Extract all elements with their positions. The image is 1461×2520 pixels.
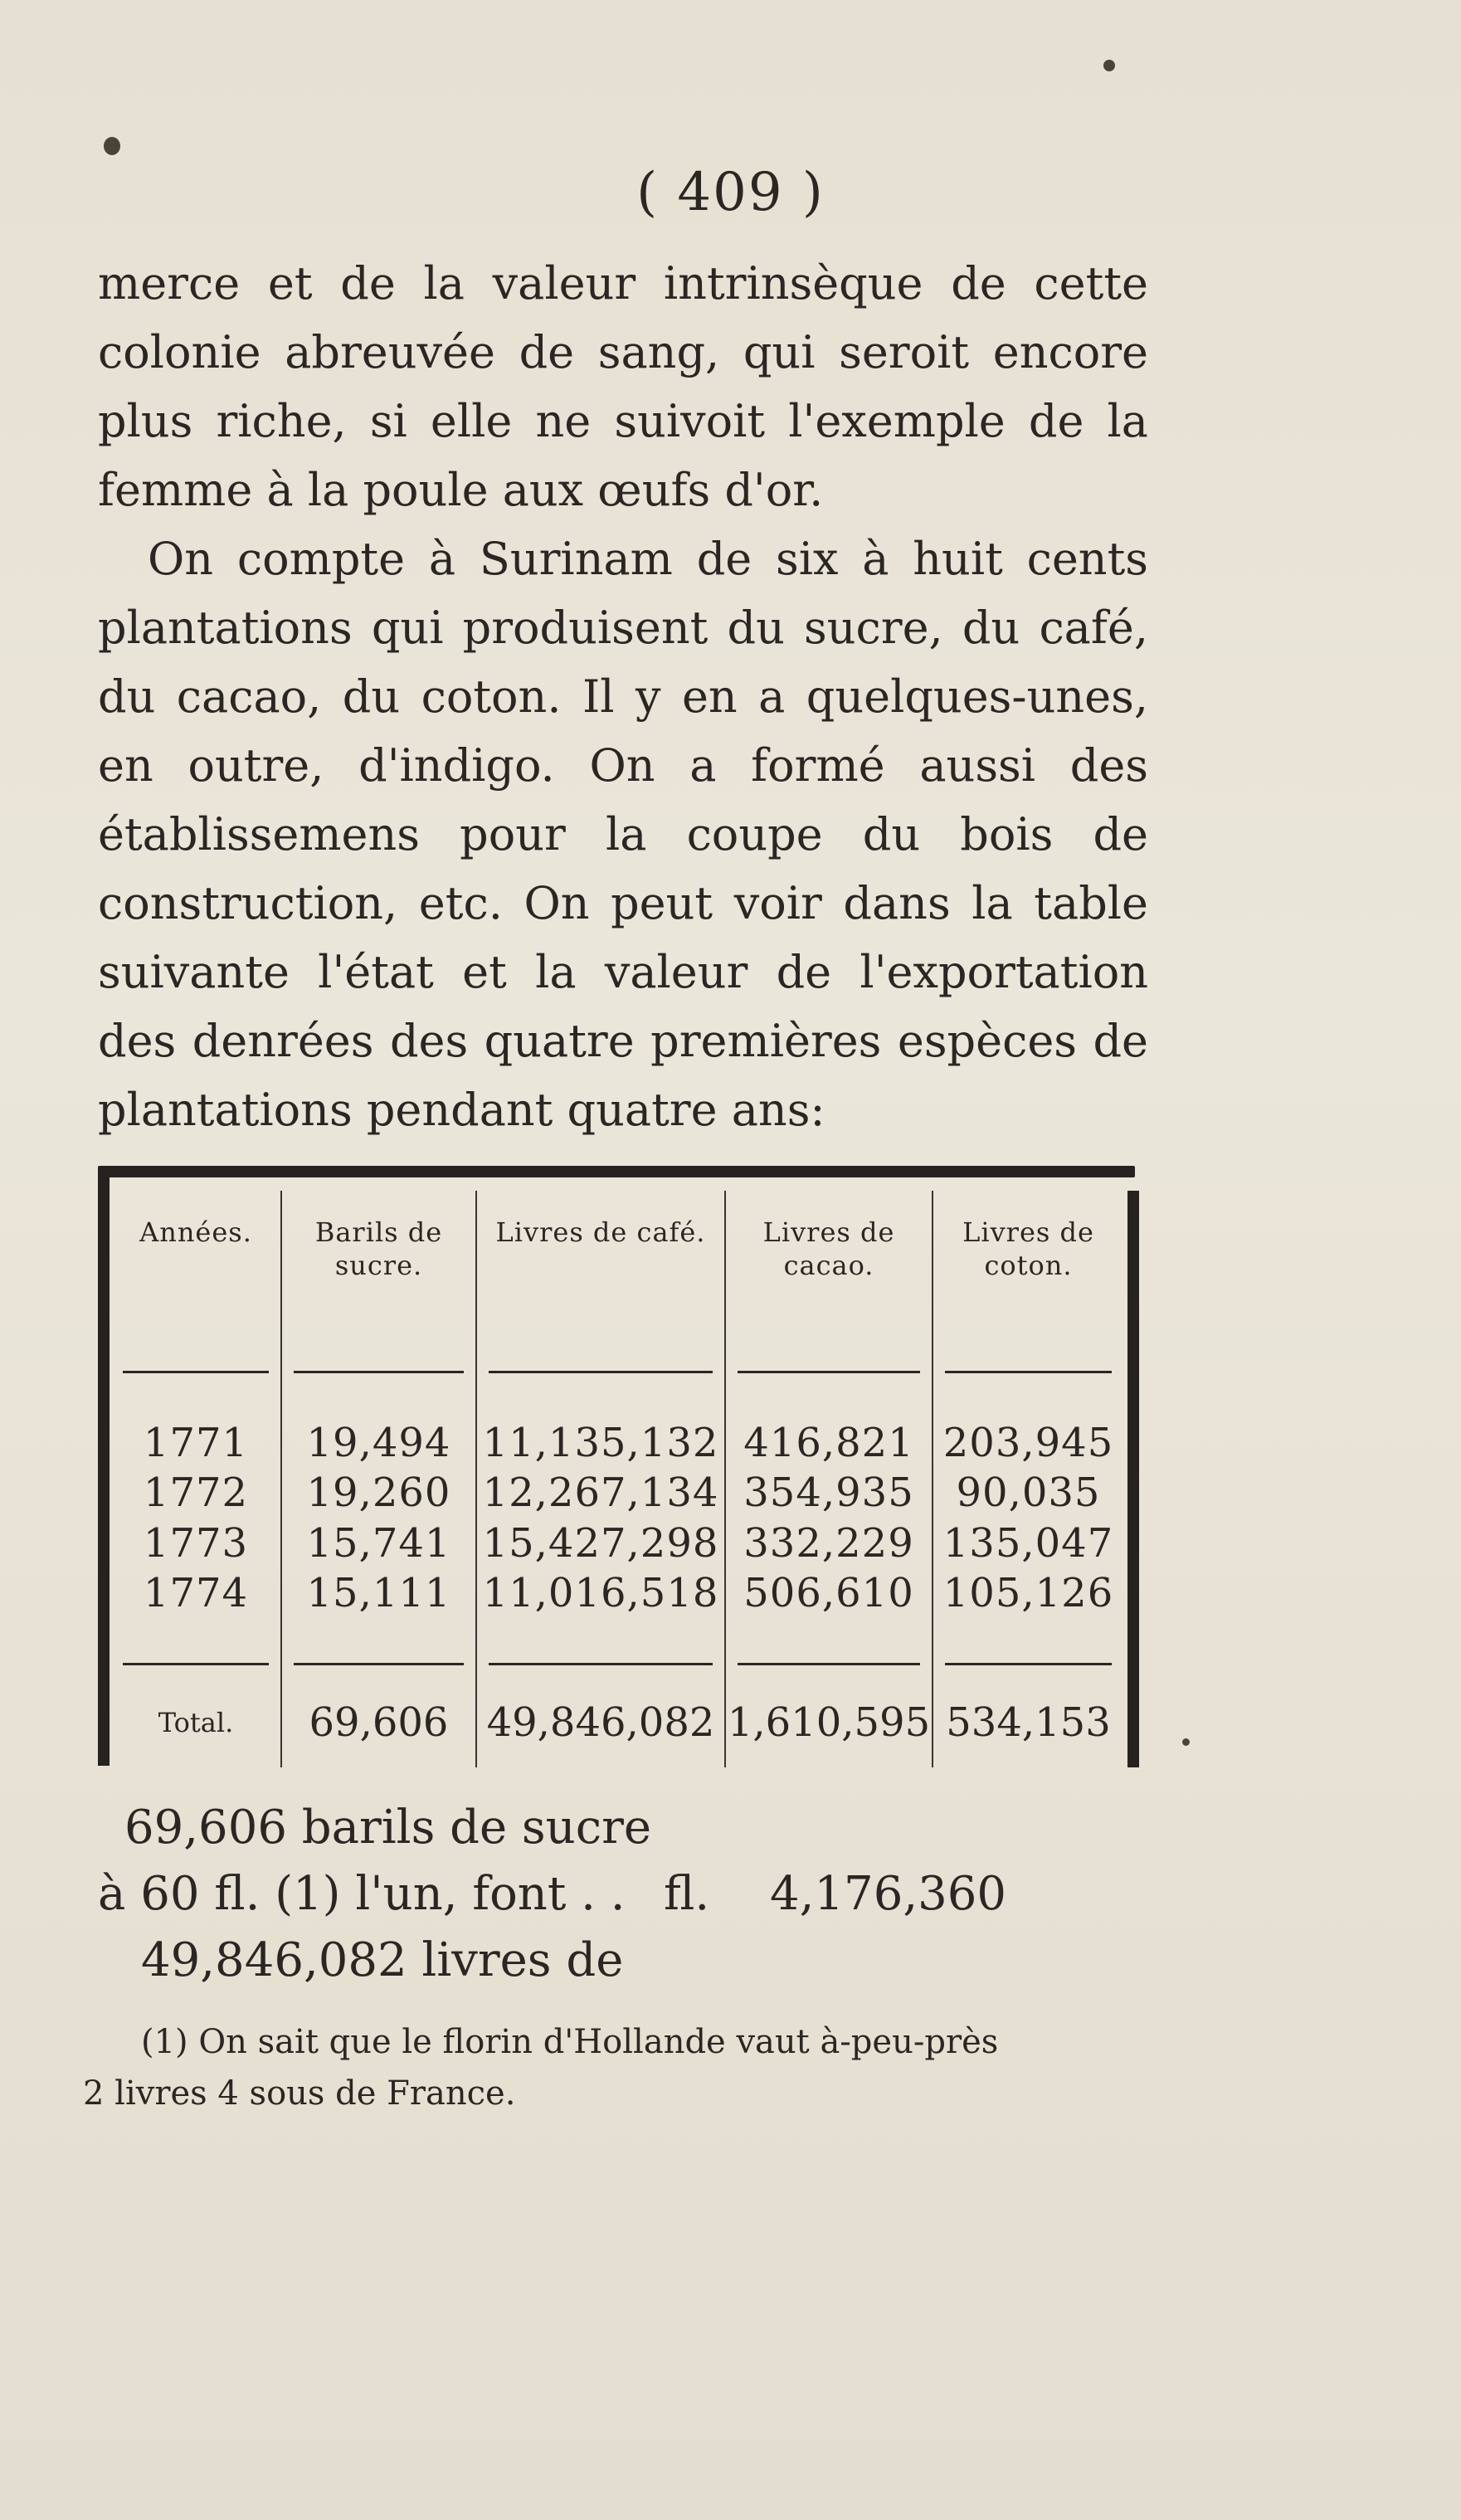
header-cotton: Livres de coton. (933, 1191, 1123, 1358)
cell-sugar: 19,260 (281, 1468, 476, 1518)
table-row (111, 1418, 1123, 1469)
paragraph-2: On compte à Surinam de six à huit cents plantations qui produisent du sucre, du café, du cacao, du coton. Il y en a quelques-unes, en outre, d'indigo. On a formé aussi des établissemens pour la coupe du bois de construction, etc. On peut voir dans la table suivante l'état et la valeur de l'exportation des denrées des quatre premières espèces de plantations pendant quatre ans: (98, 533, 1148, 1136)
calc-line-2 (98, 1867, 1176, 1921)
cell-cotton: 105,126 (933, 1568, 1123, 1619)
header-sugar: Barils de sucre. (281, 1191, 476, 1358)
cell-year: 1773 (143, 1519, 249, 1567)
ink-speck (104, 137, 120, 155)
cell-coffee: 11,016,518 (476, 1568, 725, 1619)
cell-sugar: 15,111 (281, 1568, 476, 1619)
calc-currency: fl. (664, 1867, 710, 1921)
cell-cacao: 416,821 (725, 1418, 933, 1469)
ink-speck (1103, 60, 1115, 71)
body-text (98, 249, 1148, 1144)
total-cacao: 1,610,595 (725, 1678, 933, 1767)
table-header-row (111, 1191, 1123, 1358)
total-label: Total. (158, 1707, 234, 1739)
total-row (111, 1678, 1123, 1767)
footnote-line-1: (1) On sait que le florin d'Hollande vaut à-peu-près (141, 2023, 999, 2061)
calc-amount: 4,176,360 (770, 1867, 1007, 1921)
footnote-line-2: 2 livres 4 sous de France. (83, 2074, 516, 2113)
cell-coffee: 15,427,298 (476, 1518, 725, 1569)
export-table (98, 1166, 1139, 1776)
calc-line-3: 49,846,082 livres de (141, 1933, 624, 1987)
header-coffee: Livres de café. (476, 1191, 725, 1358)
cell-sugar: 15,741 (281, 1518, 476, 1569)
cell-sugar: 19,494 (281, 1418, 476, 1469)
table-left-rule (98, 1172, 110, 1766)
header-years: Années. (139, 1216, 252, 1248)
page-number: ( 409 ) (636, 162, 825, 223)
cell-cotton: 203,945 (933, 1418, 1123, 1469)
header-cacao: Livres de cacao. (725, 1191, 933, 1358)
calc-line-2-text: à 60 fl. (1) l'un, font . . (98, 1867, 626, 1921)
cell-cacao: 354,935 (725, 1468, 933, 1518)
table-row (111, 1568, 1123, 1619)
cell-cacao: 332,229 (725, 1518, 933, 1569)
total-cotton: 534,153 (933, 1678, 1123, 1767)
table-right-rule (1127, 1191, 1139, 1767)
table-row (111, 1468, 1123, 1518)
cell-year: 1772 (143, 1470, 249, 1517)
paragraph-1: merce et de la valeur intrinsèque de cette colonie abreuvée de sang, qui seroit encore plus riche, si elle ne suivoit l'exemple de la femme à la poule aux œufs d'or. (98, 257, 1148, 516)
table-row (111, 1518, 1123, 1569)
cell-year: 1774 (143, 1570, 249, 1617)
separator-row (111, 1358, 1123, 1387)
separator-row (111, 1650, 1123, 1679)
footnote (83, 2016, 1161, 2119)
total-sugar: 69,606 (281, 1678, 476, 1767)
cell-coffee: 11,135,132 (476, 1418, 725, 1469)
total-coffee: 49,846,082 (476, 1678, 725, 1767)
export-data-table (111, 1191, 1123, 1767)
ink-speck (1182, 1738, 1190, 1746)
calc-line-1: 69,606 barils de sucre (124, 1801, 651, 1855)
cell-cacao: 506,610 (725, 1568, 933, 1619)
cell-cotton: 135,047 (933, 1518, 1123, 1569)
cell-coffee: 12,267,134 (476, 1468, 725, 1518)
cell-year: 1771 (143, 1419, 249, 1466)
table-top-rule (98, 1166, 1135, 1177)
cell-cotton: 90,035 (933, 1468, 1123, 1518)
